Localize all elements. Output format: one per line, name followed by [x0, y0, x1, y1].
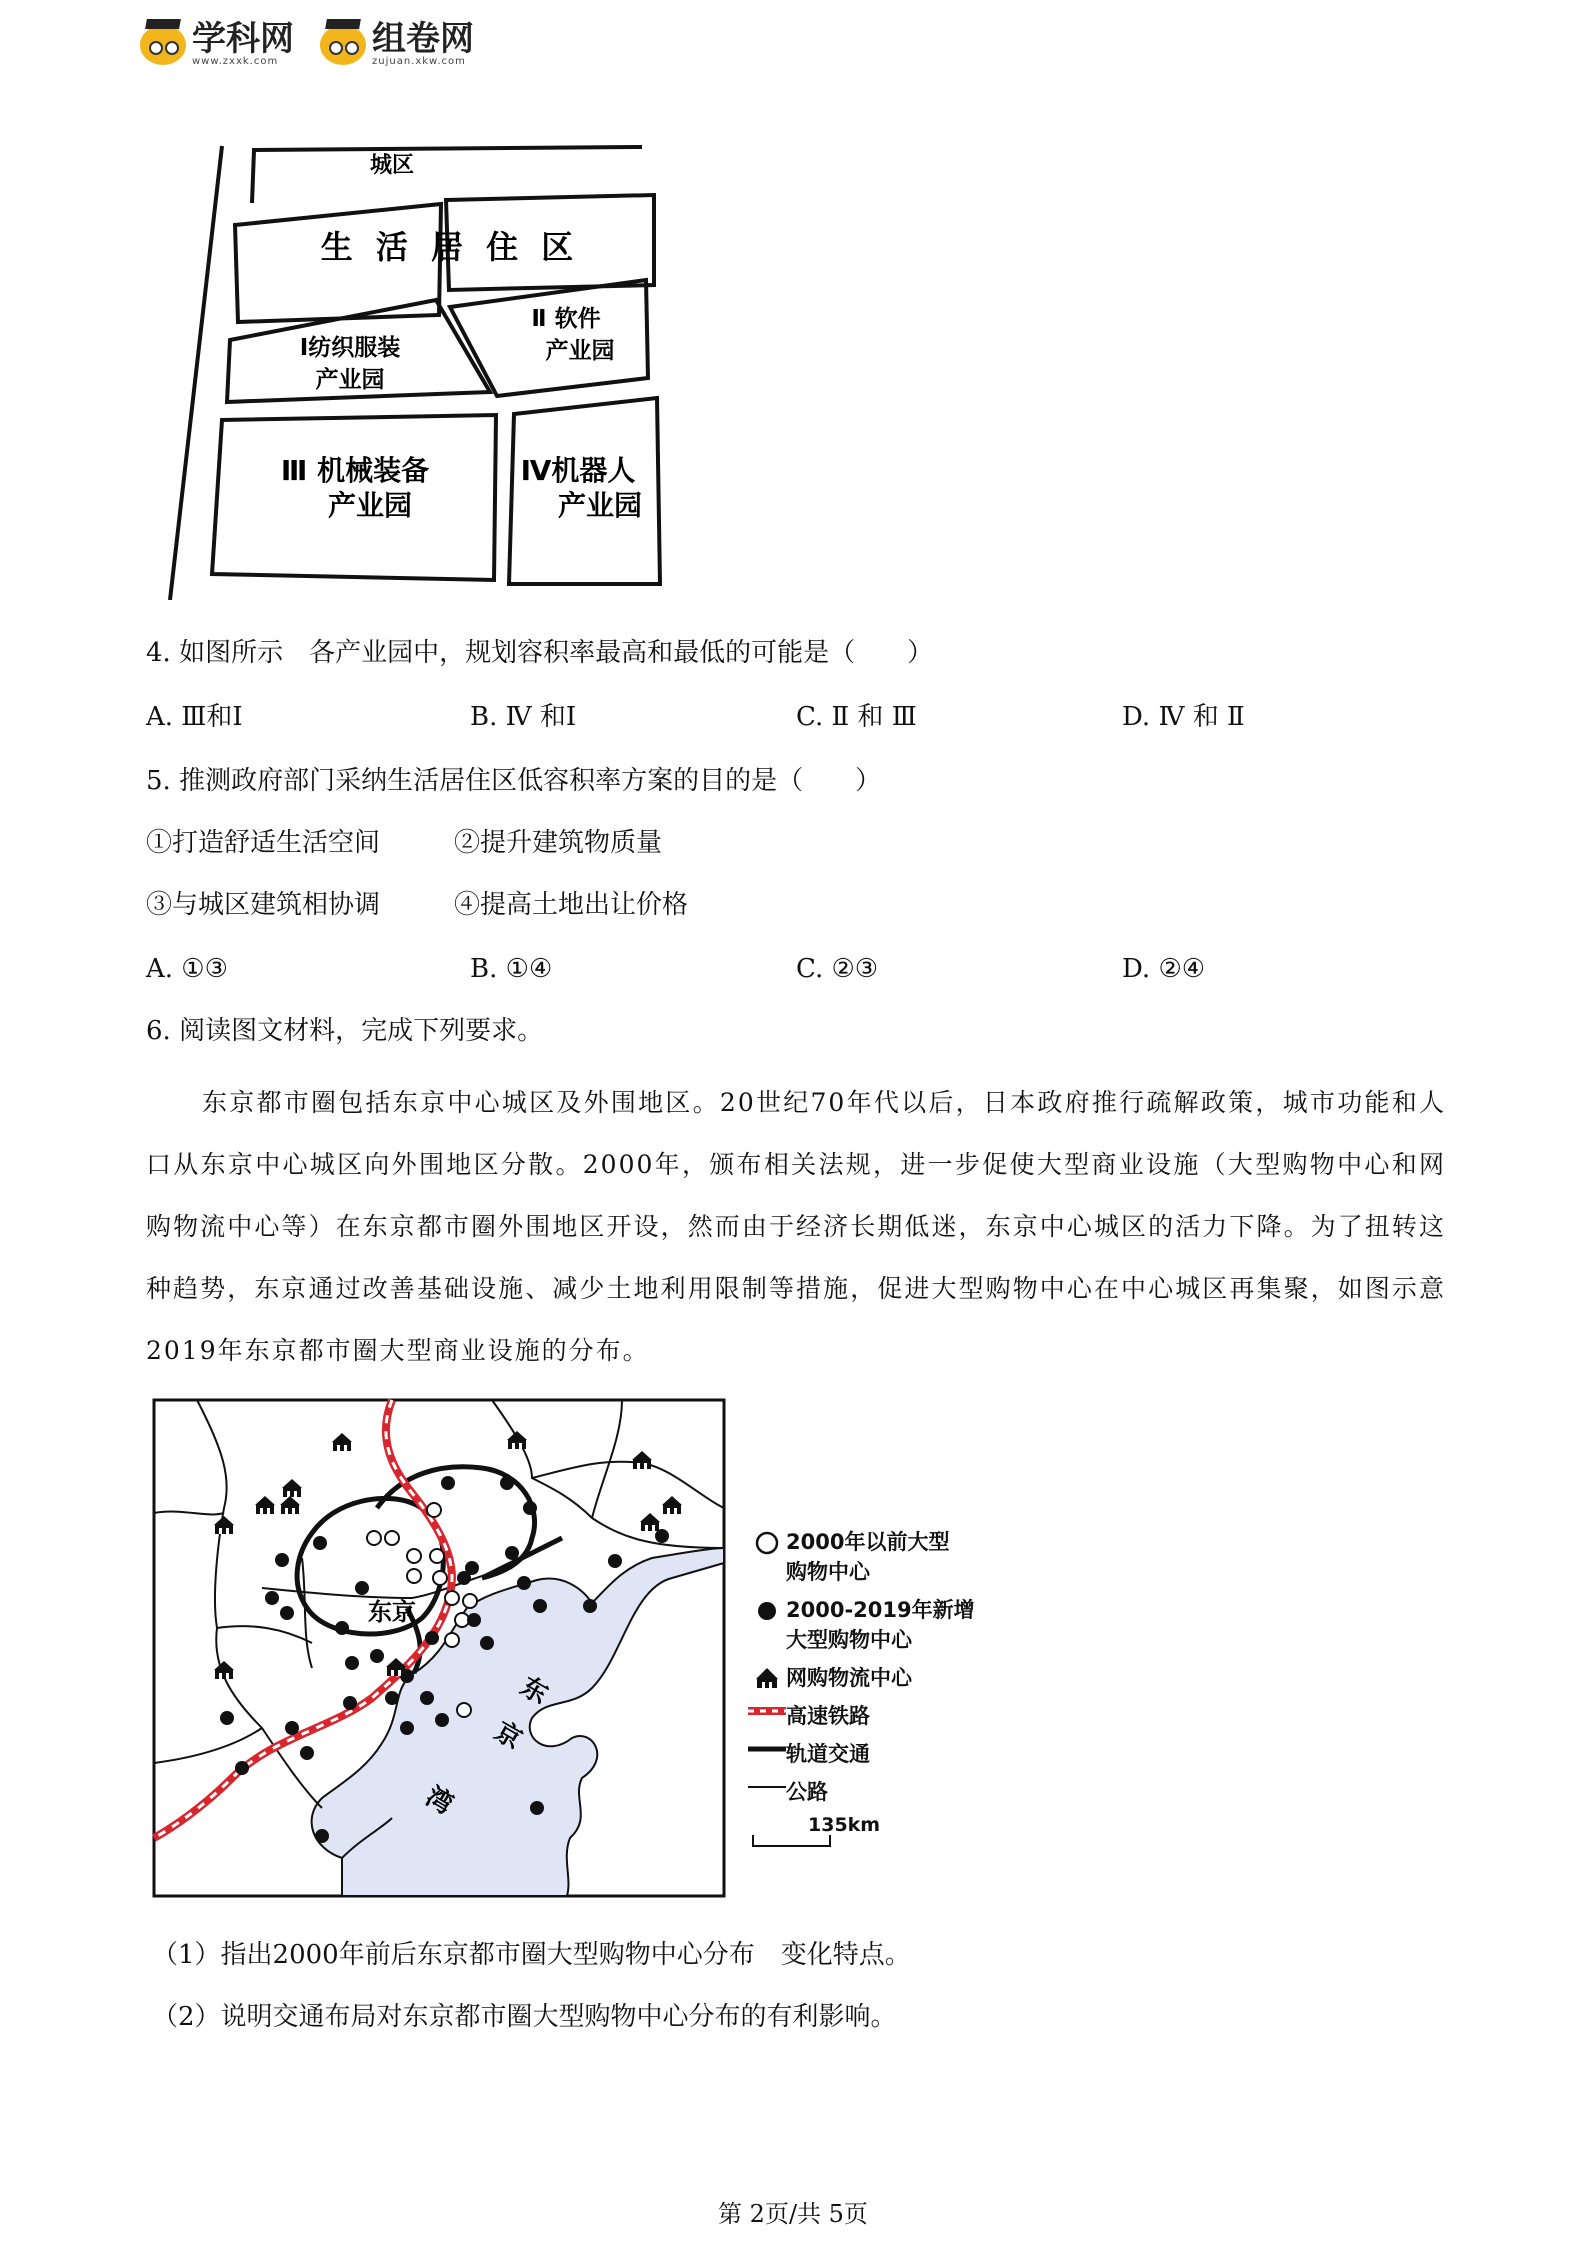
- legend-hsr: [748, 1700, 998, 1730]
- legend-road: [748, 1776, 998, 1806]
- park-1-label-line1: Ⅰ纺织服装: [299, 335, 401, 361]
- park-2-label-line1: Ⅱ 软件: [531, 306, 601, 332]
- city-label: 城区: [369, 153, 415, 178]
- scale-bar-icon: [752, 1834, 832, 1848]
- park-2-label-line2: 产业园: [545, 338, 615, 364]
- filled-circle-icon: [754, 1598, 780, 1624]
- legend-rail: [748, 1738, 998, 1768]
- q6-sub-question-1: （1）指出2000年前后东京都市圈大型购物中心分布 变化特点。: [152, 1940, 911, 1970]
- warehouse-icon: [754, 1666, 780, 1688]
- q6-sub-question-2: （2）说明交通布局对东京都市圈大型购物中心分布的有利影响。: [152, 2002, 897, 2032]
- rail-line-icon: [748, 1742, 786, 1756]
- q5-item-2: ②提升建筑物质量: [454, 828, 663, 858]
- q6-stem: 6. 阅读图文材料，完成下列要求。: [146, 1016, 544, 1046]
- logo-zxxk-url: www.zxxk.com: [192, 56, 279, 67]
- logo-mascot-icon: [320, 25, 366, 65]
- park-3-label-line1: Ⅲ 机械装备: [280, 454, 430, 487]
- legend-hsr-label: 高速铁路: [786, 1704, 870, 1728]
- legend-open-circle-line2: 购物中心: [786, 1560, 870, 1584]
- legend-warehouse: [748, 1662, 998, 1692]
- bay-char-3: 湾: [420, 1781, 458, 1821]
- q5-option-a[interactable]: A. ①③: [146, 954, 228, 984]
- logo-zujuan-name: 组卷网: [372, 19, 474, 59]
- q4-option-a[interactable]: A. Ⅲ和Ⅰ: [146, 702, 243, 732]
- legend-rail-label: 轨道交通: [786, 1742, 870, 1766]
- q4-option-c[interactable]: C. Ⅱ 和 Ⅲ: [796, 702, 917, 732]
- high-speed-rail-icon: [748, 1704, 786, 1718]
- legend-filled-line2: 大型购物中心: [786, 1628, 912, 1652]
- scale-label: 135km: [808, 1814, 881, 1836]
- q4-option-b[interactable]: B. Ⅳ 和Ⅰ: [470, 702, 577, 732]
- legend-open-circle-line1: 2000年以前大型: [786, 1530, 950, 1554]
- page-footer: 第 2页/共 5页: [718, 2200, 868, 2228]
- tokyo-commercial-map: [152, 1398, 732, 1898]
- boundary-line-top: [252, 147, 642, 203]
- road-line-icon: [748, 1780, 786, 1794]
- q5-option-c[interactable]: C. ②③: [796, 954, 879, 984]
- legend-warehouse-label: 网购物流中心: [786, 1666, 912, 1690]
- logo-zujuan[interactable]: [320, 19, 474, 67]
- logo-zxxk[interactable]: [140, 19, 294, 67]
- q5-item-4: ④提高土地出让价格: [454, 890, 689, 920]
- legend-filled-line1: 2000-2019年新增: [786, 1598, 975, 1622]
- park-1-label-line2: 产业园: [315, 367, 385, 393]
- residential-label: 生 活 居 住 区: [320, 228, 580, 266]
- logo-zujuan-url: zujuan.xkw.com: [372, 56, 466, 67]
- q5-item-3: ③与城区建筑相协调: [146, 890, 381, 920]
- park-4-label-line2: 产业园: [557, 489, 643, 522]
- park-3-label-line2: 产业园: [327, 489, 413, 522]
- map-legend: [748, 1526, 998, 1858]
- q5-option-d[interactable]: D. ②④: [1122, 954, 1206, 984]
- bay-char-2: 京: [489, 1716, 527, 1756]
- logo-mascot-icon: [140, 25, 186, 65]
- bay-char-1: 东: [515, 1671, 553, 1711]
- legend-scale: [748, 1814, 998, 1850]
- park-4-label-line1: Ⅳ机器人: [520, 454, 636, 487]
- logo-zxxk-name: 学科网: [192, 19, 294, 59]
- q5-item-1: ①打造舒适生活空间: [146, 828, 381, 858]
- industrial-park-plan-figure: [150, 140, 680, 600]
- q4-stem: 4. 如图所示 各产业园中，规划容积率最高和最低的可能是（ ）: [146, 638, 934, 668]
- q5-stem: 5. 推测政府部门采纳生活居住区低容积率方案的目的是（ ）: [146, 766, 882, 796]
- open-circle-icon: [754, 1530, 780, 1556]
- legend-open-circle: [748, 1526, 998, 1586]
- q6-material-paragraph: 东京都市圈包括东京中心城区及外围地区。20世纪70年代以后，日本政府推行疏解政策，城市功能和人口从东京中心城区向外围地区分散。2000年，颁布相关法规，进一步促使大型商业设施（大型购物中心和网购物流中心等）在东京都市圈外围地区开设，然而由于经济长期低迷，东京中心城区的活力下降。为了扭转这种趋势，东京通过改善基础设施、减少土地利用限制等措施，促进大型购物中心在中心城区再集聚，如图示意2019年东京都市圈大型商业设施的分布。: [146, 1088, 1446, 1365]
- q4-option-d[interactable]: D. Ⅳ 和 Ⅱ: [1122, 702, 1245, 732]
- q5-option-b[interactable]: B. ①④: [470, 954, 553, 984]
- tokyo-label: 东京: [368, 1598, 416, 1626]
- header-logos: [140, 19, 474, 67]
- legend-filled-circle: [748, 1594, 998, 1654]
- legend-road-label: 公路: [786, 1780, 828, 1804]
